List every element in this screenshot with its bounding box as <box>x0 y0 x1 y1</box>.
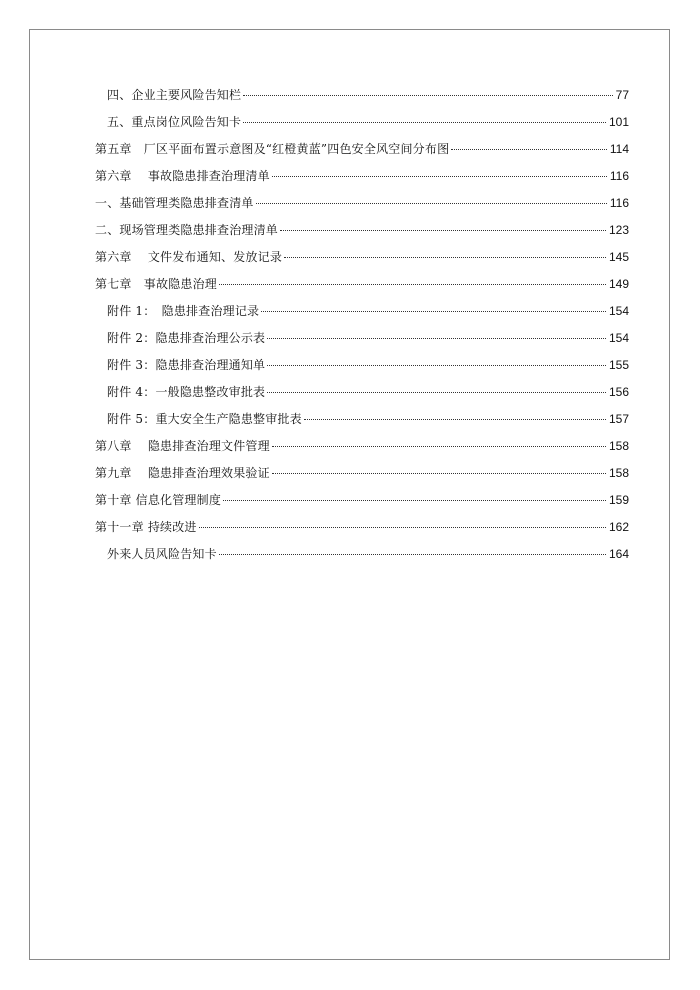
toc-entry-title: 五、重点岗位风险告知卡 <box>107 115 242 129</box>
toc-page-number: 154 <box>608 331 629 345</box>
toc-entry[interactable] <box>95 541 629 568</box>
toc-dot-leader <box>219 554 606 555</box>
toc-dot-leader <box>451 149 607 150</box>
toc-entry-title: 第九章 隐患排查治理效果验证 <box>95 466 270 480</box>
toc-dot-leader <box>267 392 606 393</box>
toc-entry-title: 四、企业主要风险告知栏 <box>107 88 242 102</box>
toc-page-number: 77 <box>615 88 629 102</box>
toc-page-number: 114 <box>609 142 629 156</box>
toc-entry[interactable] <box>95 298 629 325</box>
toc-page-number: 164 <box>608 547 629 561</box>
toc-page-number: 145 <box>608 250 629 264</box>
toc-page-number: 158 <box>608 439 629 453</box>
toc-entry[interactable] <box>95 514 629 541</box>
toc-entry[interactable] <box>95 325 629 352</box>
toc-entry-title: 附件 5：重大安全生产隐患整审批表 <box>107 412 302 426</box>
toc-page-number: 159 <box>608 493 629 507</box>
toc-dot-leader <box>261 311 606 312</box>
toc-entry-title: 第五章 厂区平面布置示意图及“红橙黄蓝”四色安全风空间分布图 <box>95 142 450 156</box>
toc-entry-title: 第八章 隐患排查治理文件管理 <box>95 439 270 453</box>
toc-dot-leader <box>223 500 606 501</box>
toc-entry[interactable] <box>95 163 629 190</box>
toc-entry[interactable] <box>95 190 629 217</box>
toc-dot-leader <box>272 473 606 474</box>
toc-entry[interactable] <box>95 487 629 514</box>
toc-entry[interactable] <box>95 271 629 298</box>
toc-dot-leader <box>243 95 612 96</box>
toc-page-number: 123 <box>608 223 629 237</box>
toc-page-number: 116 <box>609 196 629 210</box>
toc-page-number: 116 <box>609 169 629 183</box>
table-of-contents <box>95 82 629 568</box>
toc-page-number: 154 <box>608 304 629 318</box>
toc-dot-leader <box>219 284 606 285</box>
toc-entry-title: 附件 3：隐患排查治理通知单 <box>107 358 266 372</box>
toc-entry-title: 二、现场管理类隐患排查治理清单 <box>95 223 279 237</box>
toc-entry-title: 第六章 事故隐患排查治理清单 <box>95 169 270 183</box>
toc-entry[interactable] <box>95 82 629 109</box>
toc-entry[interactable] <box>95 136 629 163</box>
toc-entry[interactable] <box>95 406 629 433</box>
toc-dot-leader <box>256 203 607 204</box>
toc-page-number: 162 <box>608 520 629 534</box>
toc-dot-leader <box>272 176 607 177</box>
toc-dot-leader <box>304 419 606 420</box>
toc-entry[interactable] <box>95 460 629 487</box>
toc-page-number: 155 <box>608 358 629 372</box>
toc-entry-title: 第十一章 持续改进 <box>95 520 197 534</box>
toc-entry-title: 第七章 事故隐患治理 <box>95 277 218 291</box>
toc-page-number: 158 <box>608 466 629 480</box>
toc-page-number: 157 <box>608 412 629 426</box>
toc-dot-leader <box>272 446 606 447</box>
toc-entry-title: 第十章 信息化管理制度 <box>95 493 222 507</box>
toc-entry-title: 第六章 文件发布通知、发放记录 <box>95 250 283 264</box>
toc-entry[interactable] <box>95 352 629 379</box>
toc-entry[interactable] <box>95 379 629 406</box>
toc-page-number: 101 <box>608 115 629 129</box>
toc-dot-leader <box>284 257 606 258</box>
toc-entry-title: 一、基础管理类隐患排查清单 <box>95 196 254 210</box>
toc-dot-leader <box>267 338 606 339</box>
toc-entry-title: 外来人员风险告知卡 <box>107 547 217 561</box>
toc-entry[interactable] <box>95 109 629 136</box>
toc-page-number: 149 <box>608 277 629 291</box>
toc-entry-title: 附件 1： 隐患排查治理记录 <box>107 304 260 318</box>
toc-entry-title: 附件 2：隐患排查治理公示表 <box>107 331 266 345</box>
toc-dot-leader <box>280 230 606 231</box>
toc-entry[interactable] <box>95 244 629 271</box>
toc-entry[interactable] <box>95 217 629 244</box>
toc-dot-leader <box>267 365 606 366</box>
toc-entry-title: 附件 4：一般隐患整改审批表 <box>107 385 266 399</box>
toc-dot-leader <box>243 122 606 123</box>
toc-page-number: 156 <box>608 385 629 399</box>
toc-dot-leader <box>199 527 606 528</box>
toc-entry[interactable] <box>95 433 629 460</box>
